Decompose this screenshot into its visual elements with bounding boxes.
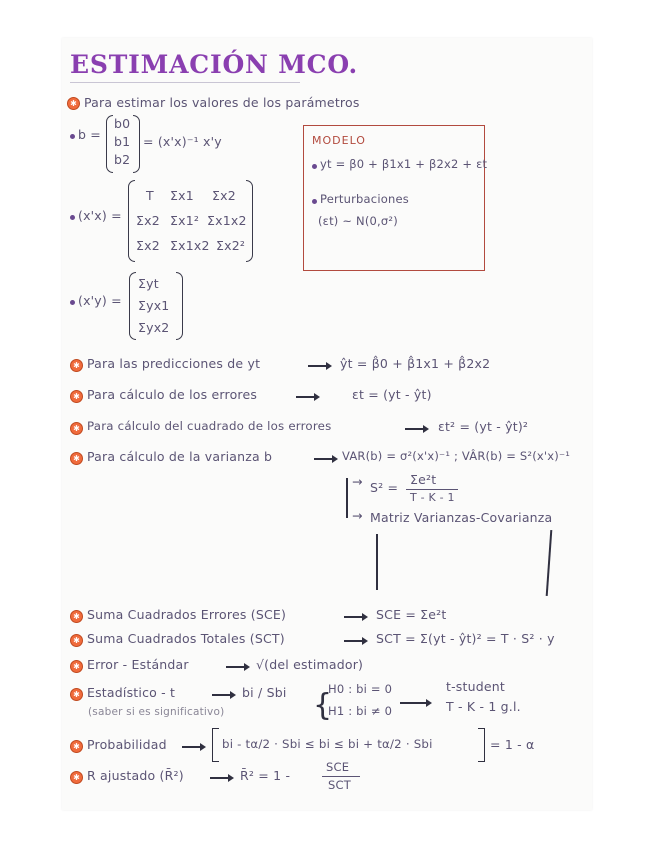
matrix-bracket-right bbox=[176, 272, 183, 340]
title-underline bbox=[70, 82, 300, 83]
arrow-icon bbox=[212, 694, 234, 696]
xx-cell: Σx2 bbox=[136, 213, 160, 228]
intro-text: Para estimar los valores de los parámetros bbox=[84, 95, 360, 110]
bullet-icon: ✱ bbox=[70, 390, 83, 403]
se-formula: √(del estimador) bbox=[256, 657, 364, 672]
b-vector-b2: b2 bbox=[114, 152, 131, 167]
xx-cell: Σx1x2 bbox=[170, 238, 210, 253]
bullet-icon: ✱ bbox=[70, 688, 83, 701]
empty-matrix-left bbox=[376, 534, 378, 590]
sce-label: Suma Cuadrados Errores (SCE) bbox=[87, 607, 287, 622]
pred-formula: ŷt = β̂0 + β̂1x1 + β̂2x2 bbox=[340, 356, 491, 371]
arrow-icon bbox=[344, 616, 366, 618]
xx-cell: Σx1 bbox=[170, 188, 194, 203]
bracket-right bbox=[478, 728, 485, 762]
err-label: Para cálculo de los errores bbox=[87, 387, 258, 402]
bullet-icon: ✱ bbox=[70, 660, 83, 673]
matrix-bracket-left bbox=[106, 115, 113, 173]
degrees-of-freedom: T - K - 1 g.l. bbox=[446, 699, 521, 714]
arrow-icon bbox=[314, 458, 336, 460]
prob-label: Probabilidad bbox=[87, 737, 167, 752]
bullet-icon: ✱ bbox=[67, 97, 80, 110]
bullet-dot bbox=[70, 215, 75, 220]
hypothesis-brace: { bbox=[313, 688, 333, 723]
b-equation-lhs: b = bbox=[78, 127, 101, 142]
hypothesis-h1: H1 : bi ≠ 0 bbox=[328, 704, 393, 718]
bullet-icon: ✱ bbox=[70, 422, 83, 435]
r2-label: R ajustado (R̄²) bbox=[87, 768, 184, 783]
prob-rhs: = 1 - α bbox=[490, 737, 535, 752]
xx-cell: Σx1² bbox=[170, 213, 200, 228]
xx-cell: Σx2 bbox=[212, 188, 236, 203]
matrix-label: Matriz Varianzas-Covarianza bbox=[370, 510, 553, 525]
xy-equation-lhs: (x'y) = bbox=[78, 293, 122, 308]
sct-label: Suma Cuadrados Totales (SCT) bbox=[87, 631, 285, 646]
hypothesis-h0: H0 : bi = 0 bbox=[328, 682, 393, 696]
arrow-icon bbox=[210, 777, 232, 779]
sct-formula: SCT = Σ(yt - ŷt)² = T · S² · y bbox=[376, 631, 555, 646]
t-note: (saber si es significativo) bbox=[88, 706, 225, 718]
sce-formula: SCE = Σe²t bbox=[376, 607, 447, 622]
page-title: ESTIMACIÓN MCO. bbox=[70, 50, 358, 79]
b-equation-rhs: = (x'x)⁻¹ x'y bbox=[143, 134, 222, 149]
s2-denominator: T - K - 1 bbox=[410, 491, 455, 504]
bullet-icon: ✱ bbox=[70, 610, 83, 623]
sq-formula: εt² = (yt - ŷt)² bbox=[438, 419, 529, 434]
arrow-icon bbox=[296, 396, 318, 398]
model-perturbation-dist: (εt) ~ N(0,σ²) bbox=[318, 214, 398, 228]
arrow-icon bbox=[182, 746, 204, 748]
t-label: Estadístico - t bbox=[87, 685, 176, 700]
matrix-bracket-right bbox=[133, 115, 140, 173]
xx-cell: Σx1x2 bbox=[207, 213, 247, 228]
sq-label: Para cálculo del cuadrado de los errores bbox=[87, 419, 332, 433]
bullet-dot bbox=[70, 134, 75, 139]
se-label: Error - Estándar bbox=[87, 657, 189, 672]
arrow-icon bbox=[400, 702, 430, 704]
branch-arrow-icon: → bbox=[352, 474, 363, 489]
arrow-icon bbox=[405, 428, 427, 430]
xx-equation-lhs: (x'x) = bbox=[78, 208, 122, 223]
arrow-icon bbox=[344, 640, 366, 642]
prob-formula: bi - tα/2 · Sbi ≤ bi ≤ bi + tα/2 · Sbi bbox=[222, 737, 433, 751]
bullet-icon: ✱ bbox=[70, 359, 83, 372]
b-vector-b1: b1 bbox=[114, 134, 131, 149]
model-perturbation-label: Perturbaciones bbox=[320, 192, 409, 206]
t-student-label: t-student bbox=[446, 679, 505, 694]
t-formula: bi / Sbi bbox=[242, 685, 287, 700]
matrix-bracket-left bbox=[129, 272, 136, 340]
model-equation: yt = β0 + β1x1 + β2x2 + εt bbox=[320, 157, 488, 171]
xx-cell: Σx2 bbox=[136, 238, 160, 253]
xy-cell: Σyt bbox=[138, 276, 159, 291]
r2-denominator: SCT bbox=[328, 778, 351, 792]
bracket-left bbox=[212, 728, 219, 762]
s2-lhs: S² = bbox=[370, 480, 399, 495]
bullet-dot bbox=[70, 300, 75, 305]
err-formula: εt = (yt - ŷt) bbox=[352, 387, 432, 402]
bullet-icon: ✱ bbox=[70, 452, 83, 465]
xx-cell: T bbox=[146, 188, 154, 203]
pred-label: Para las predicciones de yt bbox=[87, 356, 261, 371]
branch-arrow-icon: → bbox=[352, 508, 363, 523]
bullet-icon: ✱ bbox=[70, 771, 83, 784]
arrow-icon bbox=[308, 365, 330, 367]
b-vector-b0: b0 bbox=[114, 116, 131, 131]
r2-numerator: SCE bbox=[326, 760, 350, 774]
arrow-icon bbox=[226, 666, 248, 668]
matrix-bracket-left bbox=[128, 180, 135, 262]
bullet-dot bbox=[312, 199, 317, 204]
xy-cell: Σyx2 bbox=[138, 320, 170, 335]
xx-cell: Σx2² bbox=[216, 238, 246, 253]
matrix-bracket-right bbox=[246, 180, 253, 262]
bullet-icon: ✱ bbox=[70, 634, 83, 647]
bullet-dot bbox=[312, 164, 317, 169]
model-title: MODELO bbox=[312, 134, 366, 147]
var-formula: VAR(b) = σ²(x'x)⁻¹ ; VÂR(b) = S²(x'x)⁻¹ bbox=[342, 449, 571, 463]
branch-line bbox=[346, 478, 348, 518]
bullet-icon: ✱ bbox=[70, 740, 83, 753]
r2-lhs: R̄² = 1 - bbox=[240, 768, 291, 783]
xy-cell: Σyx1 bbox=[138, 298, 170, 313]
s2-numerator: Σe²t bbox=[410, 472, 437, 487]
var-label: Para cálculo de la varianza b bbox=[87, 449, 273, 464]
